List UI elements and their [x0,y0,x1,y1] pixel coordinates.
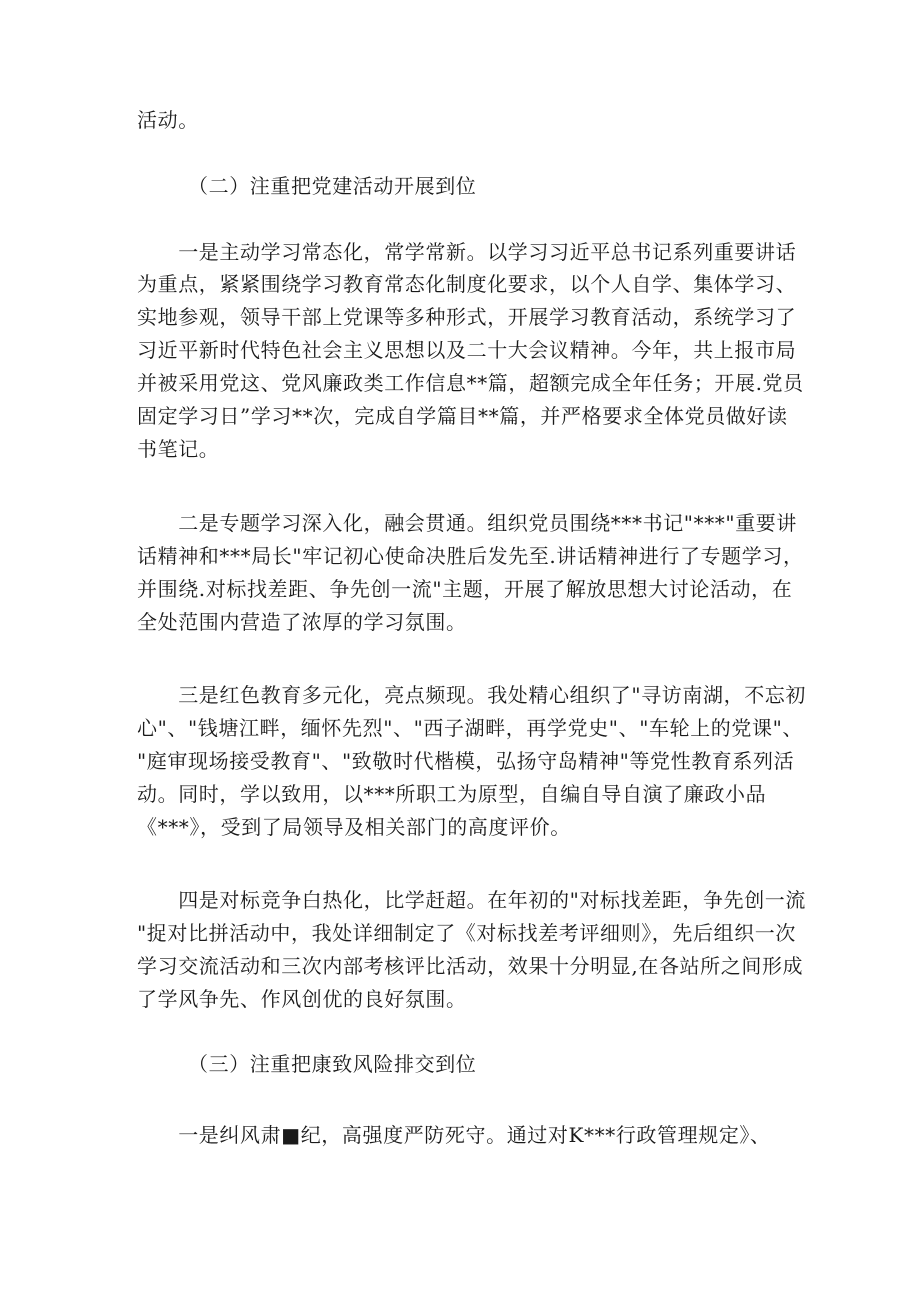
paragraph-line: 了学风争先、作风创优的良好氛围。 [137,987,467,1011]
paragraph-line: 习近平新时代特色社会主义思想以及二十大会议精神。今年，共上报市局 [137,338,797,362]
paragraph-line: 书笔记。 [137,437,220,461]
paragraph-line: 一是纠风肃■纪，高强度严防死守。通过对K***行政管理规定》、 [137,1123,771,1147]
paragraph-line: 话精神和***局长"牢记初心使命决胜后发先至.讲话精神进行了专题学习， [137,544,804,568]
paragraph-line: 二是专题学习深入化，融会贯通。组织党员围绕***书记"***"重要讲 [137,511,797,535]
paragraph-line: 并被采用党这、党风廉政类工作信息**篇，超额完成全年任务；开展.党员 [137,371,804,395]
paragraph-line: 心"、"钱塘江畔，缅怀先烈"、"西子湖畔，再学党史"、"车轮上的党课"、 [137,716,803,740]
paragraph-line: 三是红色教育多元化，亮点频现。我处精心组织了"寻访南湖，不忘初 [137,683,806,707]
paragraph-line: 一是主动学习常态化，常学常新。以学习习近平总书记系列重要讲话 [137,240,797,264]
paragraph-line: "庭审现场接受教育"、"致敬时代楷模，弘扬守岛精神"等党性教育系列活 [137,749,795,773]
paragraph-line: 为重点，紧紧围绕学习教育常态化制度化要求，以个人自学、集体学习、 [137,272,797,296]
paragraph-line: 固定学习日”学习**次，完成自学篇目**篇，并严格要求全体党员做好读 [137,404,788,428]
paragraph-line: 《***》，受到了局领导及相关部门的高度评价。 [137,815,571,839]
paragraph-line: "捉对比拼活动中，我处详细制定了《对标找差考评细则》，先后组织一次 [137,921,796,945]
section-heading: （二）注重把党建活动开展到位 [188,174,477,198]
paragraph-line: 学习交流活动和三次内部考核评比活动，效果十分明显,在各站所之间形成 [137,954,804,978]
paragraph-line: 实地参观，领导干部上党课等多种形式，开展学习教育活动，系统学习了 [137,305,797,329]
paragraph-line: 四是对标竞争白热化，比学赶超。在年初的"对标找差距，争先创一流 [137,888,806,912]
paragraph-line: 并围绕.对标找差距、争先创一流"主题，开展了解放思想大讨论活动，在 [137,577,793,601]
paragraph-line: 动。同时，学以致用，以***所职工为原型，自编自导自演了廉政小品 [137,782,767,806]
paragraph-line: 活动。 [137,108,199,132]
section-heading: （三）注重把康致风险排交到位 [188,1052,477,1076]
paragraph-line: 全处范围内营造了浓厚的学习氛围。 [137,610,467,634]
